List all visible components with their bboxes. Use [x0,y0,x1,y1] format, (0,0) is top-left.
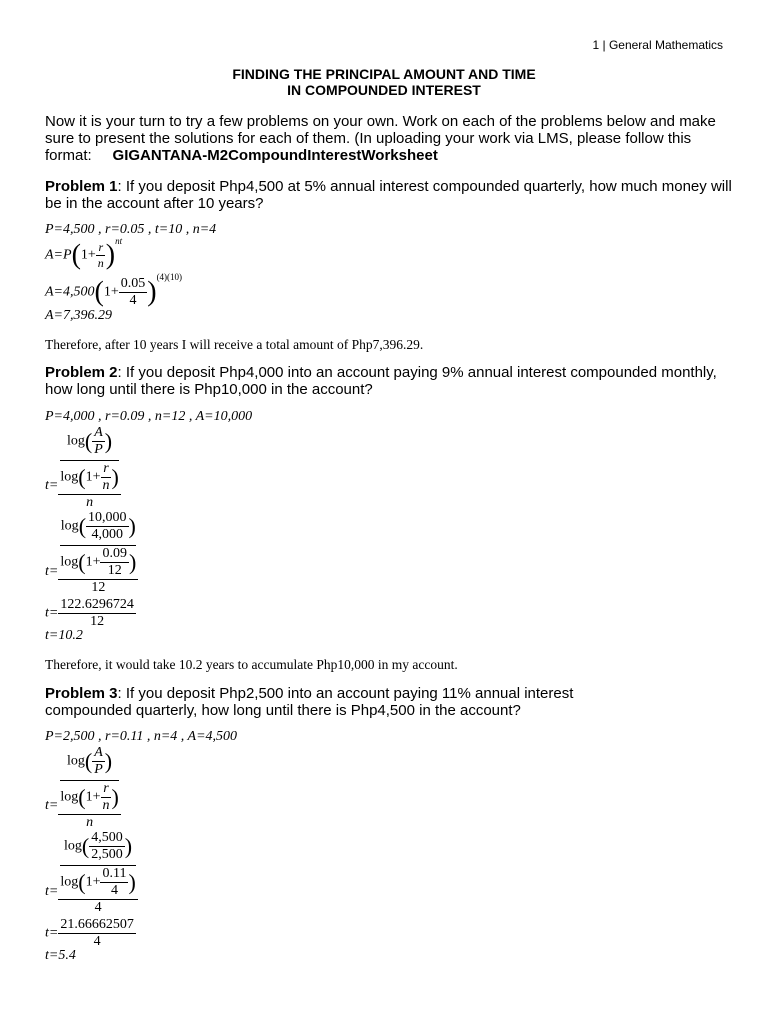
problem-2-step [45,597,136,630]
problem-1-statement [45,178,735,212]
sub-n: 12 [107,563,122,578]
frac-A: A [94,745,103,760]
frac-P: P [94,442,103,457]
log-text: log [60,518,79,534]
problem-1-substitution: A=4,500(1+ $\frac{0.05}{4}$ )$^{(4)(10)}$ [45,272,183,308]
step-num: 21.66662507 [60,917,134,932]
log-text: log [64,838,82,854]
one-plus: 1+ [85,789,101,805]
denominator-n: n [86,815,94,830]
problem-3-formula: t= log( $\frac{A}{P}$ ) log(1+ $\frac{r}{n}$ ) n [45,745,119,830]
step-den: 12 [90,614,105,629]
title-line-1: FINDING THE PRINCIPAL AMOUNT AND TIME [232,66,536,82]
sub-P: 4,000 [91,527,124,542]
sub-A: 10,000 [88,510,127,525]
page-header: 1 | General Mathematics [592,38,723,52]
problem-3-given: P=2,500 , r=0.11 , n=4 , A=4,500 [45,729,238,744]
problem-1-label: Problem 1 [45,178,118,195]
frac-n: n [102,798,110,813]
sub-r: 0.11 [102,866,127,881]
log-text: log [67,433,85,449]
t-equals: t= [45,478,59,493]
problem-3-result: t=5.4 [45,948,76,963]
sub-P: 2,500 [91,847,123,862]
log-text: log [60,789,79,805]
intro-paragraph [45,113,735,164]
intro-text: Now it is your turn to try a few problems on your own. Work on each of the problems below and make sure to present the solutions for each of them. (In uploading your work via LMS, please follow this format: [45,113,716,164]
title-line-2: IN COMPOUNDED INTEREST [287,82,481,98]
format-name: GIGANTANA-M2CompoundInterestWorksheet [112,147,438,164]
formula-lhs: A=P [45,247,72,263]
problem-1-conclusion: Therefore, after 10 years I will receive a total amount of Php7,396.29. [45,337,424,352]
problem-2-text: : If you deposit Php4,000 into an account paying 9% annual interest compounded monthly, how long until there is Php10,000 in the account? [45,364,717,398]
step-num: 122.6296724 [60,597,134,612]
problem-2-given: P=4,000 , r=0.09 , n=12 , A=10,000 [45,409,253,424]
frac-r: r [103,781,109,796]
t-equals: t= [45,564,59,579]
exponent-nt: nt [115,236,123,246]
frac-n: n [102,478,110,493]
log-text: log [60,874,79,890]
problem-2-formula: t= log( $\frac{A}{P}$ ) log(1+ $\frac{r}{n}$ ) n [45,425,119,510]
t-equals: t= [45,798,59,813]
problem-3-step [45,917,136,950]
t-equals: t= [45,605,59,621]
problem-3-substitution: t= log( $\frac{4,500}{2,500}$ ) log(1+ $\frac{0.11}{4}$ ) 4 [45,830,136,915]
worksheet-title [0,66,768,98]
problem-2-conclusion: Therefore, it would take 10.2 years to accumulate Php10,000 in my account. [45,657,458,672]
log-text: log [60,554,79,570]
sub-A: 4,500 [91,830,123,845]
frac-r: r [98,240,104,254]
one-plus: 1+ [85,554,101,570]
problem-1-given: P=4,500 , r=0.05 , t=10 , n=4 [45,222,217,237]
t-equals: t= [45,925,59,941]
problem-3-statement [45,685,605,719]
denominator-n: n [86,495,94,510]
problem-1-formula: A=P(1+ $\frac{r}{n}$ )$^{nt}$ [45,236,123,271]
step-den: 4 [93,934,101,949]
denominator-n-value: 12 [91,580,106,595]
problem-2-statement [45,364,735,398]
sub-r: 0.09 [102,546,127,561]
sub-n: 4 [110,883,118,898]
frac-A: A [94,425,103,440]
problem-2-substitution: t= log( $\frac{10,000}{4,000}$ ) log(1+ $\frac{0.09}{12}$ ) 12 [45,510,137,595]
sub-den: 4 [129,293,137,308]
problem-1-text: : If you deposit Php4,500 at 5% annual interest compounded quarterly, how much money will be in the account after 10 years? [45,178,732,212]
problem-2-label: Problem 2 [45,364,118,381]
t-equals: t= [45,884,59,899]
sub-num: 0.05 [120,276,146,291]
problem-3-text: : If you deposit Php2,500 into an account paying 11% annual interest compounded quarterly, how long until there is Php4,500 in the account? [45,685,574,719]
one-plus: 1+ [80,247,96,263]
sub-lhs: A=4,500 [45,284,95,300]
problem-1-result: A=7,396.29 [45,308,112,323]
sub-exponent: (4)(10) [156,272,183,282]
one-plus: 1+ [85,874,101,890]
one-plus: 1+ [85,469,101,485]
one-plus: 1+ [103,284,119,300]
problem-3-label: Problem 3 [45,685,118,702]
log-text: log [60,469,79,485]
frac-n: n [97,256,104,270]
problem-2-result: t=10.2 [45,628,83,643]
frac-P: P [94,762,103,777]
log-text: log [67,753,85,769]
frac-r: r [103,461,109,476]
denominator-n-value: 4 [94,900,102,915]
